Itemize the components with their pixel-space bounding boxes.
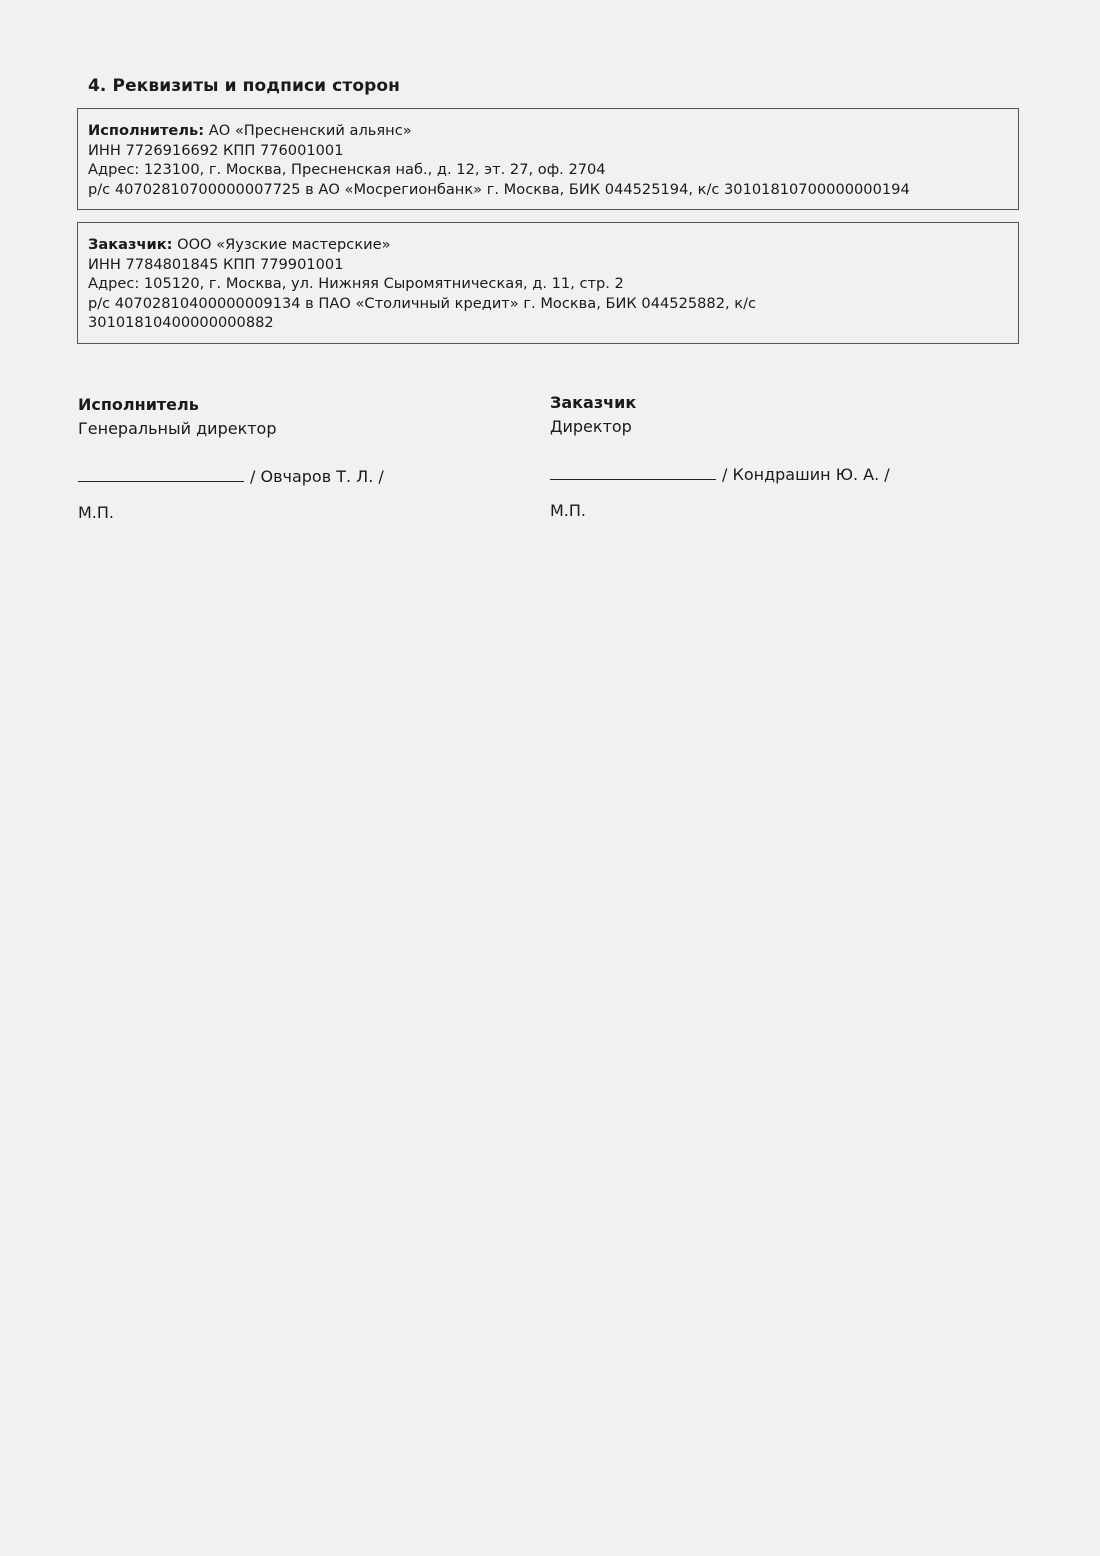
customer-address: Адрес: 105120, г. Москва, ул. Нижняя Сыромятническая, д. 11, стр. 2 xyxy=(88,275,624,293)
customer-details-box xyxy=(77,222,1019,344)
customer-signature-blank xyxy=(550,465,716,480)
executor-role-label: Исполнитель: xyxy=(88,122,205,139)
customer-signature-line xyxy=(550,463,990,487)
executor-name-line xyxy=(88,121,1008,141)
customer-role-label: Заказчик: xyxy=(88,236,173,253)
executor-stamp-place: М.П. xyxy=(78,503,115,522)
customer-bank-details-cont: 30101810400000000882 xyxy=(88,314,274,332)
section-title: 4. Реквизиты и подписи сторон xyxy=(88,76,400,96)
customer-name-line xyxy=(88,235,1008,255)
executor-address: Адрес: 123100, г. Москва, Пресненская наб., д. 12, эт. 27, оф. 2704 xyxy=(88,161,606,179)
executor-signature-block xyxy=(78,393,518,525)
executor-signer-name: / Овчаров Т. Л. / xyxy=(250,467,384,486)
customer-name: ООО «Яузские мастерские» xyxy=(172,236,391,253)
executor-signature-blank xyxy=(78,467,244,482)
customer-bank-details: р/с 40702810400000009134 в ПАО «Столичный кредит» г. Москва, БИК 044525882, к/с xyxy=(88,294,757,312)
customer-signature-block xyxy=(550,391,990,523)
executor-tax-ids: ИНН 7726916692 КПП 776001001 xyxy=(88,141,344,159)
executor-signature-role: Исполнитель xyxy=(78,395,199,414)
executor-details-box xyxy=(77,108,1019,210)
executor-signature-position: Генеральный директор xyxy=(78,419,277,438)
customer-signature-position: Директор xyxy=(550,417,632,436)
executor-signature-line xyxy=(78,465,518,489)
customer-signature-role: Заказчик xyxy=(550,393,637,412)
customer-stamp-place: М.П. xyxy=(550,501,587,520)
executor-name: АО «Пресненский альянс» xyxy=(204,122,412,139)
executor-bank-details: р/с 40702810700000007725 в АО «Мосрегионбанк» г. Москва, БИК 044525194, к/с 30101810700000000194 xyxy=(88,180,910,198)
customer-tax-ids: ИНН 7784801845 КПП 779901001 xyxy=(88,255,344,273)
customer-signer-name: / Кондрашин Ю. А. / xyxy=(722,465,890,484)
